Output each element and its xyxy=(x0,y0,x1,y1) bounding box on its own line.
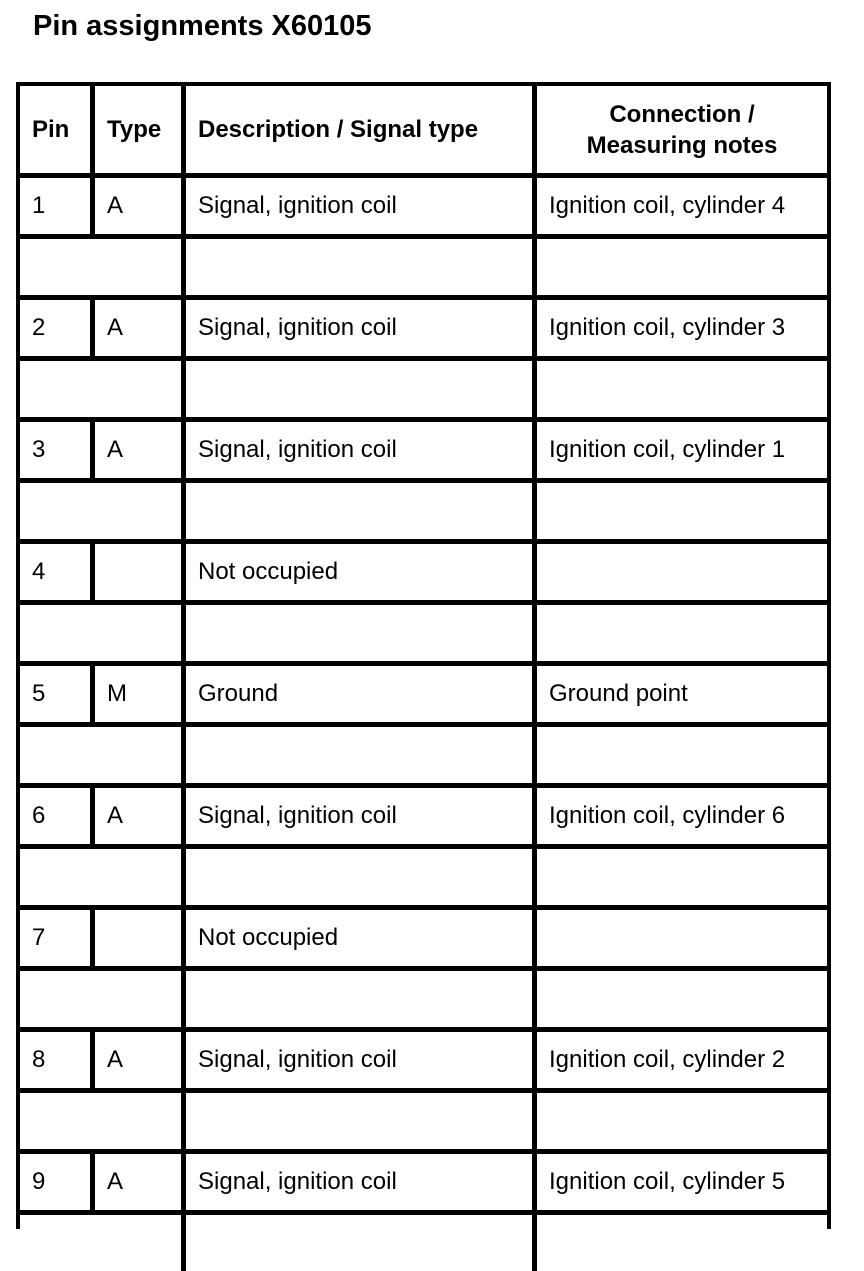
connection-cell: Ignition coil, cylinder 6 xyxy=(537,788,827,844)
header-pin: Pin xyxy=(20,86,90,173)
spacer-cell xyxy=(20,1093,181,1149)
pin-cell: 4 xyxy=(20,544,90,600)
spacer-cell xyxy=(537,605,827,661)
type-cell: A xyxy=(95,1032,181,1088)
header-connection xyxy=(537,86,827,173)
spacer-cell xyxy=(20,1215,181,1271)
pin-cell: 3 xyxy=(20,422,90,478)
header-description: Description / Signal type xyxy=(186,86,532,173)
connection-cell xyxy=(537,544,827,600)
spacer-cell xyxy=(20,361,181,417)
spacer-cell xyxy=(537,239,827,295)
spacer-cell xyxy=(186,971,532,1027)
spacer-cell xyxy=(20,239,181,295)
description-cell: Ground xyxy=(186,666,532,722)
type-cell: A xyxy=(95,788,181,844)
connection-cell: Ignition coil, cylinder 3 xyxy=(537,300,827,356)
spacer-cell xyxy=(20,727,181,783)
description-cell: Not occupied xyxy=(186,544,532,600)
spacer-cell xyxy=(537,483,827,539)
description-cell: Signal, ignition coil xyxy=(186,300,532,356)
type-cell: A xyxy=(95,300,181,356)
spacer-cell xyxy=(186,483,532,539)
spacer-cell xyxy=(186,727,532,783)
spacer-cell xyxy=(186,239,532,295)
spacer-cell xyxy=(20,849,181,905)
type-cell: M xyxy=(95,666,181,722)
spacer-cell xyxy=(186,1093,532,1149)
spacer-cell xyxy=(537,1215,827,1271)
description-cell: Signal, ignition coil xyxy=(186,422,532,478)
description-cell: Signal, ignition coil xyxy=(186,1154,532,1210)
spacer-cell xyxy=(186,361,532,417)
type-cell xyxy=(95,910,181,966)
spacer-cell xyxy=(537,971,827,1027)
description-cell: Signal, ignition coil xyxy=(186,1032,532,1088)
type-cell: A xyxy=(95,178,181,234)
connection-cell: Ignition coil, cylinder 2 xyxy=(537,1032,827,1088)
connection-cell: Ignition coil, cylinder 1 xyxy=(537,422,827,478)
type-cell xyxy=(95,544,181,600)
spacer-cell xyxy=(537,849,827,905)
spacer-cell xyxy=(186,1215,532,1271)
header-connection-line2: Measuring notes xyxy=(586,131,778,159)
page-title: Pin assignments X60105 xyxy=(33,10,372,42)
pin-cell: 8 xyxy=(20,1032,90,1088)
spacer-cell xyxy=(20,971,181,1027)
description-cell: Signal, ignition coil xyxy=(186,178,532,234)
spacer-cell xyxy=(537,1093,827,1149)
connection-cell: Ignition coil, cylinder 5 xyxy=(537,1154,827,1210)
pin-cell: 6 xyxy=(20,788,90,844)
header-connection-line1: Connection / xyxy=(609,100,755,128)
type-cell: A xyxy=(95,1154,181,1210)
description-cell: Not occupied xyxy=(186,910,532,966)
spacer-cell xyxy=(537,727,827,783)
pin-cell: 1 xyxy=(20,178,90,234)
connection-cell: Ignition coil, cylinder 4 xyxy=(537,178,827,234)
spacer-cell xyxy=(186,849,532,905)
pin-cell: 9 xyxy=(20,1154,90,1210)
pin-assignment-table xyxy=(16,82,831,1229)
connection-cell xyxy=(537,910,827,966)
type-cell: A xyxy=(95,422,181,478)
header-type: Type xyxy=(95,86,181,173)
spacer-cell xyxy=(20,483,181,539)
pin-cell: 5 xyxy=(20,666,90,722)
spacer-cell xyxy=(20,605,181,661)
spacer-cell xyxy=(186,605,532,661)
pin-cell: 2 xyxy=(20,300,90,356)
spacer-cell xyxy=(537,361,827,417)
pin-cell: 7 xyxy=(20,910,90,966)
connection-cell: Ground point xyxy=(537,666,827,722)
description-cell: Signal, ignition coil xyxy=(186,788,532,844)
